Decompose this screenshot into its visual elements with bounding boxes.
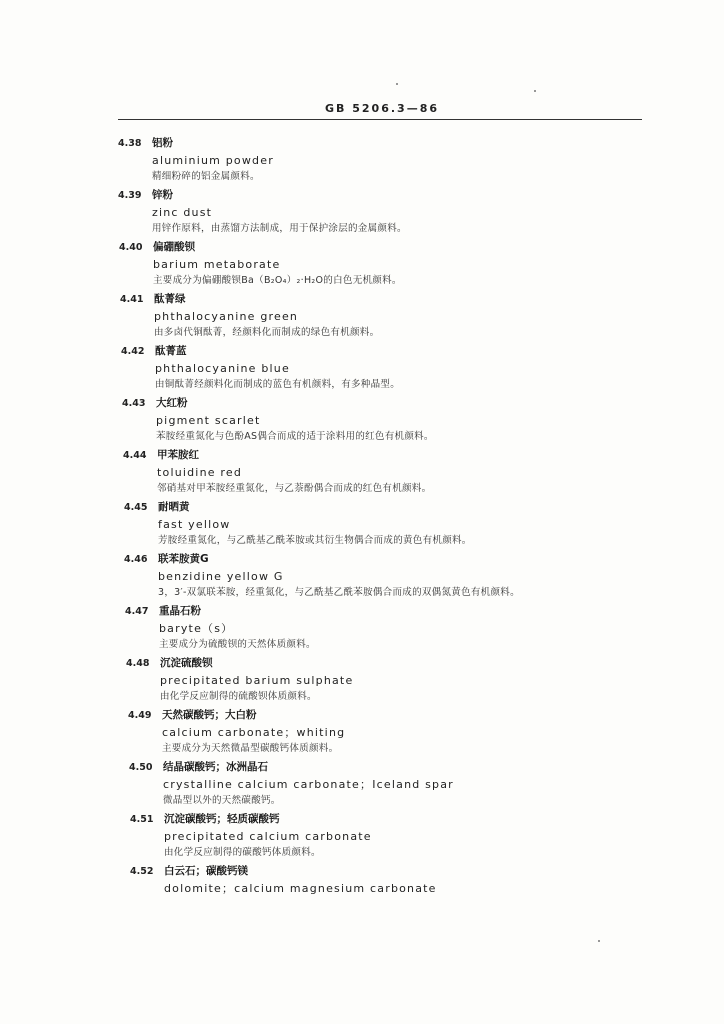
term-entry — [0, 395, 724, 447]
header-rule — [118, 119, 642, 120]
term-entry — [0, 759, 724, 811]
term-definition: 芳胺经重氮化，与乙酰基乙酰苯胺或其衍生物偶合而成的黄色有机颜料。 — [158, 535, 472, 546]
term-chinese: 甲苯胺红 — [157, 449, 199, 461]
scan-speck — [396, 83, 398, 85]
term-chinese: 天然碳酸钙；大白粉 — [162, 709, 257, 721]
term-chinese: 酞菁蓝 — [155, 345, 187, 357]
term-entry — [0, 811, 724, 863]
term-entry — [0, 551, 724, 603]
term-number: 4.40 — [119, 242, 143, 253]
term-chinese: 大红粉 — [156, 397, 188, 409]
term-english: calcium carbonate；whiting — [162, 726, 346, 739]
term-english: toluidine red — [157, 466, 243, 479]
term-entry — [0, 655, 724, 707]
term-number: 4.42 — [121, 346, 145, 357]
term-entry — [0, 291, 724, 343]
term-definition: 3，3′-双氯联苯胺，经重氮化，与乙酰基乙酰苯胺偶合而成的双偶氮黄色有机颜料。 — [158, 587, 520, 598]
term-entry — [0, 135, 724, 187]
term-chinese: 偏硼酸钡 — [153, 241, 195, 253]
term-number: 4.51 — [130, 814, 154, 825]
term-english: barium metaborate — [153, 258, 281, 271]
term-english: phthalocyanine blue — [155, 362, 290, 375]
term-definition: 主要成分为硫酸钡的天然体质颜料。 — [159, 639, 316, 650]
term-chinese: 重晶石粉 — [159, 605, 201, 617]
term-english: baryte（s） — [159, 622, 234, 635]
term-english: fast yellow — [158, 518, 231, 531]
term-number: 4.39 — [118, 190, 142, 201]
term-chinese: 沉淀碳酸钙；轻质碳酸钙 — [164, 813, 280, 825]
term-english: precipitated barium sulphate — [160, 674, 354, 687]
term-entry — [0, 239, 724, 291]
term-chinese: 沉淀硫酸钡 — [160, 657, 213, 669]
term-number: 4.45 — [124, 502, 148, 513]
term-chinese: 结晶碳酸钙；冰洲晶石 — [163, 761, 268, 773]
term-number: 4.50 — [129, 762, 153, 773]
term-definition: 由铜酞菁经颜料化而制成的蓝色有机颜料，有多种晶型。 — [155, 379, 401, 390]
term-entry — [0, 343, 724, 395]
term-chinese: 铝粉 — [152, 137, 173, 149]
term-definition: 精细粉碎的铝金属颜料。 — [152, 171, 260, 182]
term-definition: 邻硝基对甲苯胺经重氮化，与乙萘酚偶合而成的红色有机颜料。 — [157, 483, 432, 494]
term-definition: 主要成分为偏硼酸钡Ba（B₂O₄）₂·H₂O的白色无机颜料。 — [153, 275, 402, 286]
term-number: 4.46 — [124, 554, 148, 565]
term-entry — [0, 499, 724, 551]
scan-speck — [598, 940, 600, 942]
term-number: 4.52 — [130, 866, 154, 877]
term-entry — [0, 447, 724, 499]
term-english: benzidine yellow G — [158, 570, 284, 583]
term-definition: 用锌作原料，由蒸馏方法制成，用于保护涂层的金属颜料。 — [152, 223, 407, 234]
term-entry — [0, 863, 724, 897]
term-number: 4.48 — [126, 658, 150, 669]
term-chinese: 联苯胺黄G — [158, 553, 209, 565]
term-english: zinc dust — [152, 206, 213, 219]
term-entry — [0, 187, 724, 239]
term-definition: 主要成分为天然微晶型碳酸钙体质颜料。 — [162, 743, 339, 754]
term-english: crystalline calcium carbonate；Iceland spar — [163, 778, 454, 791]
term-english: precipitated calcium carbonate — [164, 830, 372, 843]
term-definition: 苯胺经重氮化与色酚AS偶合而成的适于涂料用的红色有机颜料。 — [156, 431, 434, 442]
term-number: 4.44 — [123, 450, 147, 461]
term-chinese: 白云石；碳酸钙镁 — [164, 865, 248, 877]
scan-speck — [534, 90, 536, 92]
term-number: 4.41 — [120, 294, 144, 305]
term-number: 4.38 — [118, 138, 142, 149]
term-chinese: 耐晒黄 — [158, 501, 190, 513]
term-entry — [0, 707, 724, 759]
term-chinese: 锌粉 — [152, 189, 173, 201]
term-chinese: 酞菁绿 — [154, 293, 186, 305]
term-number: 4.49 — [128, 710, 152, 721]
term-definition: 微晶型以外的天然碳酸钙。 — [163, 795, 281, 806]
standard-code: GB 5206.3—86 — [325, 102, 439, 115]
term-number: 4.43 — [122, 398, 146, 409]
term-list — [0, 135, 724, 897]
term-english: pigment scarlet — [156, 414, 261, 427]
term-definition: 由化学反应制得的硫酸钡体质颜料。 — [160, 691, 317, 702]
term-english: aluminium powder — [152, 154, 274, 167]
term-english: dolomite；calcium magnesium carbonate — [164, 882, 437, 895]
term-definition: 由化学反应制得的碳酸钙体质颜料。 — [164, 847, 321, 858]
term-entry — [0, 603, 724, 655]
term-english: phthalocyanine green — [154, 310, 299, 323]
term-definition: 由多卤代铜酞菁，经颜料化而制成的绿色有机颜料。 — [154, 327, 380, 338]
term-number: 4.47 — [125, 606, 149, 617]
